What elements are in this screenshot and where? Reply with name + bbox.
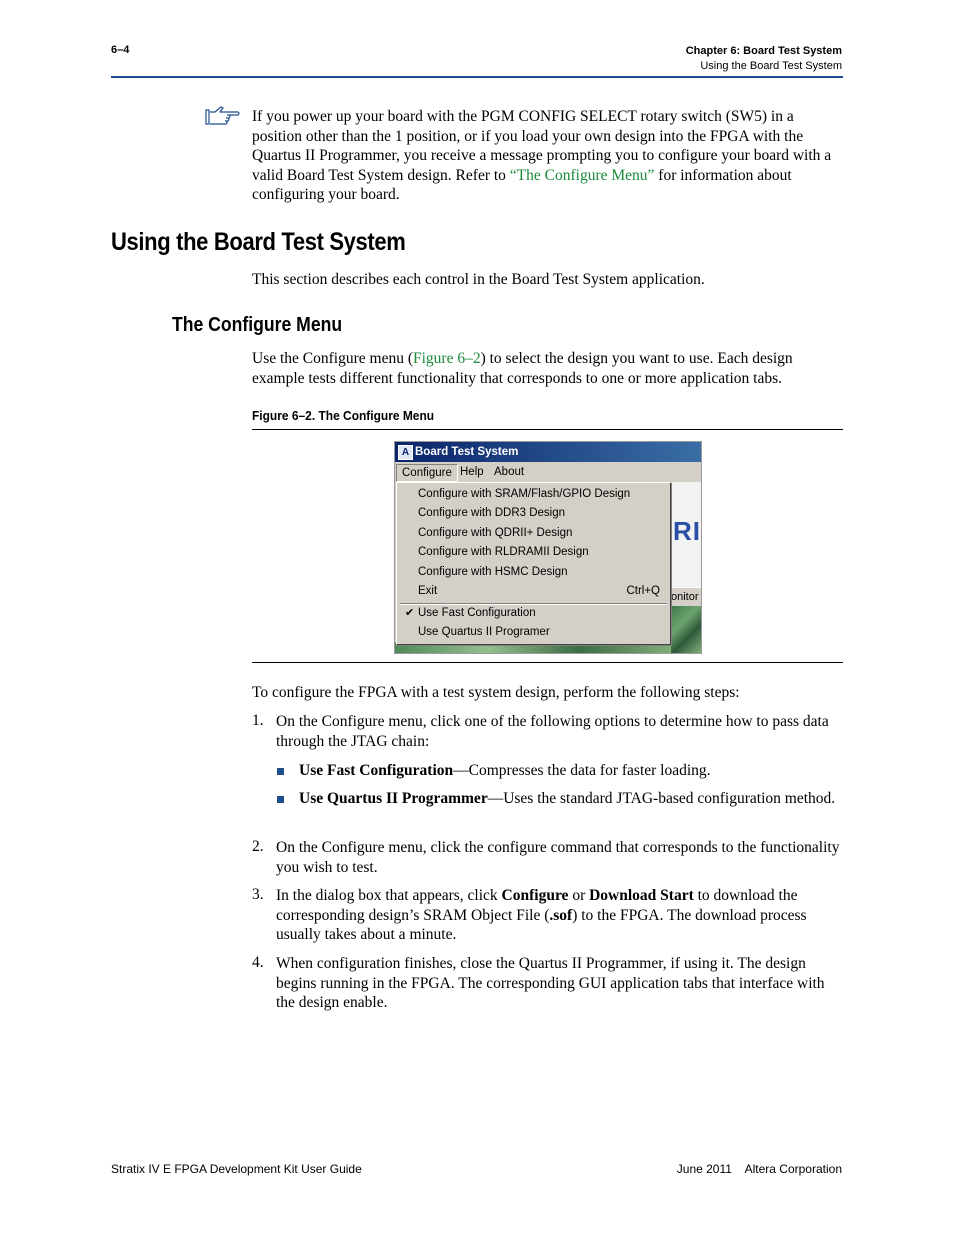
bullet-term: Use Quartus II Programmer [299,790,488,807]
menu-item-hsmc[interactable]: Configure with HSMC Design [418,566,568,578]
running-header [686,44,842,74]
figure-rule-top [252,429,843,430]
note-text-part: for information about configuring your board. [252,166,792,204]
step-3-text [276,886,842,945]
bullet-desc: —Compresses the data for faster loading. [453,762,711,779]
footer-date-company: June 2011 Altera Corporation [676,1162,842,1176]
note-text [252,107,844,205]
configure-menu-screenshot [394,441,702,654]
checkmark-icon: ✔ [405,607,415,619]
step-term: .sof [549,906,573,924]
board-photo-fragment [671,606,702,654]
step-number: 1. [252,712,264,729]
menu-item-use-quartus-programmer[interactable]: Use Quartus II Programer [418,626,550,638]
bullet-icon [277,796,284,803]
menu-item-qdrii[interactable]: Configure with QDRII+ Design [418,527,573,539]
section-title: Using the Board Test System [700,60,842,72]
background-tab-fragment: onitor [671,587,702,606]
step-1-text: On the Configure menu, click one of the following options to determine how to pass data through the JTAG chain: [276,713,829,750]
section-heading: Using the Board Test System [111,228,406,256]
step-text-part: to download the corresponding design’s SRAM Object File ( [276,887,798,924]
step-number: 4. [252,954,264,971]
page-number: 6–4 [111,44,130,56]
menu-about[interactable]: About [494,466,525,478]
step-text-part: ) to the FPGA. The download process usually takes about a minute. [276,906,807,944]
step-2-text: On the Configure menu, click the configure command that corresponds to the functionality you wish to test. [276,839,840,876]
footer-document-title: Stratix IV E FPGA Development Kit User Guide [111,1162,362,1176]
menubar [395,462,701,482]
bullet-icon [277,768,284,775]
subsection-heading: The Configure Menu [172,314,343,336]
header-rule [111,76,843,78]
bullet-fast-configuration [299,761,842,781]
figure-link[interactable]: Figure 6–2 [413,350,481,367]
configure-dropdown [396,482,671,645]
configure-menu-link[interactable]: “The Configure Menu” [509,166,655,184]
window-title: Board Test System [415,446,519,458]
window-titlebar [395,442,701,462]
step-term: Configure [501,887,569,904]
figure-caption: Figure 6–2. The Configure Menu [252,408,435,423]
step-term: Download Start [589,887,694,904]
menu-item-rldramii[interactable]: Configure with RLDRAMII Design [418,546,589,558]
subsection-text [252,349,844,388]
step-4-text: When configuration finishes, close the Quartus II Programmer, if using it. The design begins running in the FPGA. The corresponding GUI application tabs that interface with the design enable. [276,955,825,1012]
figure-rule-bottom [252,662,843,663]
bullet-term: Use Fast Configuration [299,762,454,779]
exit-shortcut: Ctrl+Q [626,585,660,597]
step-text-part: or [568,887,590,904]
background-logo-fragment: RI [673,516,701,546]
subsection-text-part: Use the Configure menu ( [252,350,413,367]
menu-item-sram-flash-gpio[interactable]: Configure with SRAM/Flash/GPIO Design [418,488,631,500]
menu-help[interactable]: Help [460,466,484,478]
menu-configure[interactable]: Configure [396,464,458,482]
bullet-desc: —Uses the standard JTAG-based configuration method. [487,790,836,807]
menu-item-use-fast-configuration[interactable]: Use Fast Configuration [418,607,536,619]
subsection-text-part: ) to select the design you want to use. Each design example tests different functionality that corresponds to one or more application tabs. [252,350,793,387]
menu-item-exit[interactable]: Exit [418,585,438,597]
chapter-title: Chapter 6: Board Test System [685,45,842,57]
steps-intro: To configure the FPGA with a test system design, perform the following steps: [252,684,740,701]
pointing-hand-icon [205,106,241,128]
section-intro: This section describes each control in the Board Test System application. [252,271,705,288]
menu-item-ddr3[interactable]: Configure with DDR3 Design [418,507,566,519]
bullet-quartus-programmer [299,789,842,809]
note-text-part: If you power up your board with the PGM CONFIG SELECT rotary switch (SW5) in a position other than the 1 position, or if you load your own design into the FPGA with the Quartus II Programmer, you receive a message prompting you to configure your board with a valid Board Test System design. Refer to [252,108,832,184]
step-number: 3. [252,886,264,903]
step-number: 2. [252,838,264,855]
app-icon: A [398,445,413,460]
step-text-part: In the dialog box that appears, click [276,887,502,904]
